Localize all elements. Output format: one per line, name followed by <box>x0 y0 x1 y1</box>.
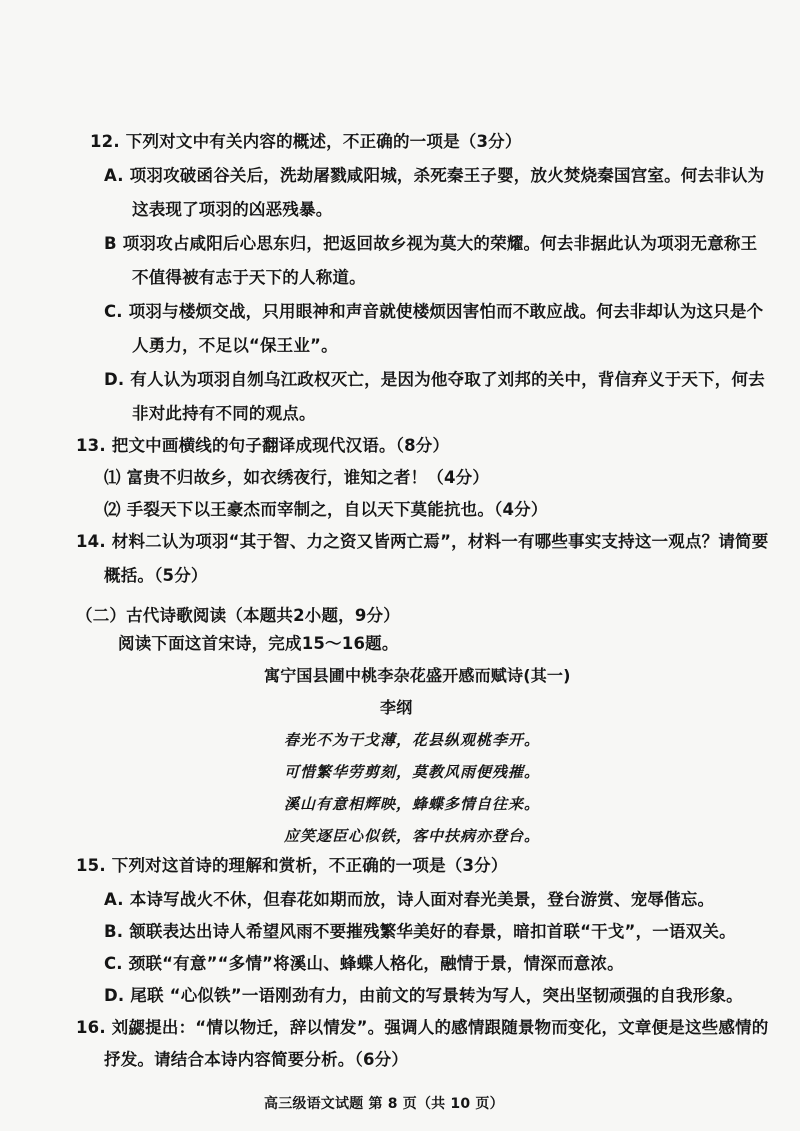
q12-option-c-line2: 人勇力，不足以“保王业”。 <box>132 336 338 355</box>
q12-option-a-line1: A. 项羽攻破函谷关后，洗劫屠戮咸阳城，杀死秦王子婴，放火焚烧秦国宫室。何去非认为 <box>104 166 765 185</box>
poem-title: 寓宁国县圃中桃李杂花盛开感而赋诗(其一) <box>264 666 571 685</box>
page-footer: 高三级语文试题 第 8 页（共 10 页） <box>264 1096 504 1112</box>
poem-line: 可惜繁华劳剪刻，莫教风雨便残摧。 <box>284 763 541 781</box>
q15-option-b: B. 颔联表达出诗人希望风雨不要摧残繁华美好的春景，暗扣首联“干戈”，一语双关。 <box>104 922 736 941</box>
poem-line: 应笑逐臣心似铁，客中扶病亦登台。 <box>284 827 541 845</box>
q15-option-a: A. 本诗写战火不休，但春花如期而放，诗人面对春光美景，登台游赏、宠辱偕忘。 <box>104 890 715 909</box>
q12-option-d-line1: D. 有人认为项羽自刎乌江政权灭亡，是因为他夺取了刘邦的关中，背信弃义于天下，何去 <box>104 370 765 389</box>
q15-stem: 15. 下列对这首诗的理解和赏析，不正确的一项是（3分） <box>76 856 508 875</box>
q13-sentence-1: ⑴ 富贵不归故乡，如衣绣夜行，谁知之者！（4分） <box>104 468 490 487</box>
poem-line: 春光不为干戈薄，花县纵观桃李开。 <box>284 731 541 749</box>
q16-stem-line2: 抒发。请结合本诗内容简要分析。（6分） <box>104 1050 409 1069</box>
section-heading: （二）古代诗歌阅读（本题共2小题，9分） <box>76 606 400 625</box>
q15-option-d: D. 尾联 “心似铁”一语刚劲有力，由前文的写景转为写人，突出坚韧顽强的自我形象。 <box>104 986 743 1005</box>
q12-option-b-line2: 不值得被有志于天下的人称道。 <box>132 268 366 287</box>
q13-sentence-2: ⑵ 手裂天下以王豪杰而宰制之，自以天下莫能抗也。（4分） <box>104 500 548 519</box>
q14-stem-line2: 概括。（5分） <box>104 566 208 585</box>
q15-option-c: C. 颈联“有意”“多情”将溪山、蜂蝶人格化，融情于景，情深而意浓。 <box>104 954 624 973</box>
q12-stem: 12. 下列对文中有关内容的概述，不正确的一项是（3分） <box>90 132 522 151</box>
q14-stem-line1: 14. 材料二认为项羽“其于智、力之资又皆两亡焉”，材料一有哪些事实支持这一观点？请简要 <box>76 532 769 551</box>
poem-author: 李纲 <box>380 698 413 717</box>
section-intro: 阅读下面这首宋诗，完成15～16题。 <box>118 634 399 653</box>
q12-option-c-line1: C. 项羽与楼烦交战，只用眼神和声音就使楼烦因害怕而不敢应战。何去非却认为这只是个 <box>104 302 764 321</box>
poem-line: 溪山有意相辉映，蜂蝶多情自往来。 <box>284 795 541 813</box>
q12-option-d-line2: 非对此持有不同的观点。 <box>132 404 316 423</box>
q12-option-b-line1: B 项羽攻占咸阳后心思东归，把返回故乡视为莫大的荣耀。何去非据此认为项羽无意称王 <box>104 234 758 253</box>
q16-stem-line1: 16. 刘勰提出：“情以物迁，辞以情发”。强调人的感情跟随景物而变化，文章便是这些感情的 <box>76 1018 769 1037</box>
q12-option-a-line2: 这表现了项羽的凶恶残暴。 <box>132 200 333 219</box>
q13-stem: 13. 把文中画横线的句子翻译成现代汉语。（8分） <box>76 436 450 455</box>
